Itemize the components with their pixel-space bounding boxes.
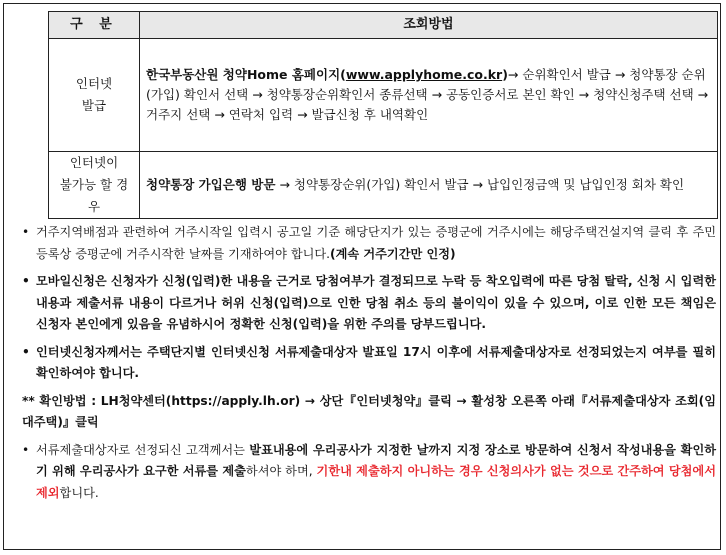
site-name: 한국부동산원 청약Home 홈페이지( [146,67,346,82]
bullet-icon: • [22,344,30,359]
note-internet-applicant: • 인터넷신청자께서는 주택단지별 인터넷신청 서류제출대상자 발표일 17시 이후에 서류제출대상자로 선정되었는지 여부를 필히 확인하여야 합니다. [22,342,716,385]
bullet-icon: • [22,225,30,239]
note-residence: • 거주지역배점과 관련하여 거주시작일 입력시 공고일 기준 해당단지가 있는 증평군에 거주시에는 해당주택건설지역 클릭 후 주민등록상 증평군에 거주시작한 날짜를 기재하여야 합니다.(계속 거주기간만 인정) [22,222,716,265]
internet-steps: → 순위확인서 발급 → 청약통장 순위(가입) 확인서 선택 → 청약통장순위확인서 종류선택 → 공동인증서로 본인 확인 → 청약신청주택 선택 → 거주지 선택 → 연락처 입력 → 발급신청 후 내역확인 [146,67,709,122]
row-label-offline: 인터넷이 불가능 할 경우 [49,152,140,219]
note-mobile: • 모바일신청은 신청자가 신청(입력)한 내용을 근거로 당첨여부가 결정되므로 누락 등 착오입력에 따른 당첨 탈락, 신청 시 입력한 내용과 제출서류 내용이 다르거나 허위 신청(입력)으로 인한 당첨 취소 등의 불이익이 있을 수 있으며, 이로 인한 모든 책임은 신청자 본인에게 있음을 유념하시어 정확한 신청(입력)을 위한 주의를 당부드립니다. [22,271,716,336]
bullet-icon: • [22,442,30,457]
bullet-icon: • [22,274,30,288]
note-document-submission: • 서류제출대상자로 선정되신 고객께서는 발표내용에 우리공사가 지정한 날까지 지정 장소로 방문하여 신청서 작성내용을 확인하기 위해 우리공사가 요구한 서류를 제출하셔야 하며, 기한내 제출하지 아니하는 경우 신청의사가 없는 것으로 간주하여 당첨에서 제외합니다. [22,440,716,505]
header-method: 조회방법 [140,12,718,39]
header-category: 구 분 [49,12,140,39]
inquiry-method-table [48,11,718,219]
site-url-link[interactable]: www.applyhome.co.kr [345,67,503,82]
row-method-internet: 한국부동산원 청약Home 홈페이지(www.applyhome.co.kr)→ 순위확인서 발급 → 청약통장 순위(가입) 확인서 선택 → 청약통장순위확인서 종류선택 → 공동인증서로 본인 확인 → 청약신청주택 선택 → 거주지 선택 → 연락처 입력 → 발급신청 후 내역확인 [140,39,718,152]
offline-steps: → 청약통장순위(가입) 확인서 발급 → 납입인정금액 및 납입인정 회차 확인 [279,177,685,192]
notes-section [22,222,716,510]
note-check-method: ** 확인방법 : LH청약센터(https://apply.lh.or) → 상단『인터넷청약』클릭 → 활성창 오른쪽 아래『서류제출대상자 조회(임대주택)』클릭 [22,393,716,429]
row-label-internet: 인터넷 발급 [49,39,140,152]
row-method-offline [140,152,718,219]
bank-visit: 청약통장 가입은행 방문 [146,177,276,192]
